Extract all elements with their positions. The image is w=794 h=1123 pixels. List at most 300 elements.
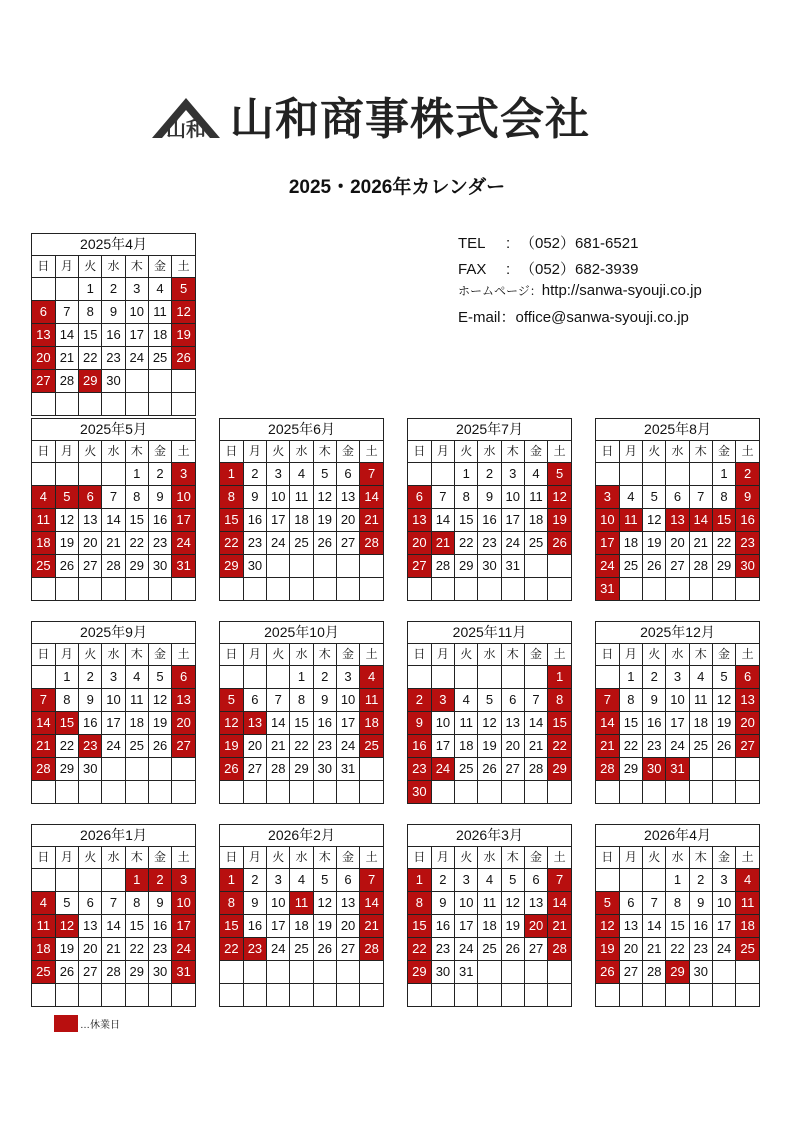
holiday-day-cell: 13 xyxy=(172,689,195,712)
day-cell: 20 xyxy=(243,735,266,758)
weekday-header: 月 xyxy=(55,441,78,463)
day-cell: 10 xyxy=(501,486,524,509)
day-cell: 18 xyxy=(148,324,171,347)
day-cell: 24 xyxy=(666,735,689,758)
holiday-day-cell: 14 xyxy=(689,509,712,532)
holiday-day-cell: 11 xyxy=(736,892,759,915)
holiday-day-cell: 16 xyxy=(408,735,431,758)
day-cell: 23 xyxy=(243,532,266,555)
empty-cell xyxy=(148,984,171,1007)
day-cell: 8 xyxy=(455,486,478,509)
holiday-day-cell: 23 xyxy=(736,532,759,555)
empty-cell xyxy=(548,984,571,1007)
tel-separator: : xyxy=(506,235,511,252)
day-cell: 30 xyxy=(689,961,712,984)
day-cell: 10 xyxy=(336,689,359,712)
weekday-header: 木 xyxy=(313,847,336,869)
day-cell: 26 xyxy=(148,735,171,758)
empty-cell xyxy=(148,578,171,601)
empty-cell xyxy=(267,984,290,1007)
weekday-header: 水 xyxy=(666,847,689,869)
day-cell: 5 xyxy=(148,666,171,689)
holiday-day-cell: 14 xyxy=(32,712,55,735)
month-title: 2026年1月 xyxy=(32,825,195,847)
day-cell: 16 xyxy=(148,915,171,938)
weekday-header: 金 xyxy=(148,847,171,869)
holiday-day-cell: 21 xyxy=(360,915,383,938)
homepage-label: ホームページ： xyxy=(458,284,542,298)
day-cell: 17 xyxy=(336,712,359,735)
empty-cell xyxy=(712,758,735,781)
day-cell: 29 xyxy=(125,555,148,578)
holiday-day-cell: 1 xyxy=(220,463,243,486)
holiday-day-cell: 2 xyxy=(408,689,431,712)
day-cell: 4 xyxy=(125,666,148,689)
empty-cell xyxy=(501,666,524,689)
day-cell: 25 xyxy=(290,532,313,555)
day-cell: 18 xyxy=(290,509,313,532)
empty-cell xyxy=(478,666,501,689)
day-cell: 21 xyxy=(643,938,666,961)
day-cell: 8 xyxy=(712,486,735,509)
day-cell: 6 xyxy=(501,689,524,712)
month-calendar xyxy=(407,824,572,1007)
weekday-header: 土 xyxy=(736,644,759,666)
holiday-day-cell: 8 xyxy=(220,486,243,509)
day-cell: 22 xyxy=(79,347,102,370)
empty-cell xyxy=(643,463,666,486)
day-cell: 22 xyxy=(666,938,689,961)
empty-cell xyxy=(267,666,290,689)
empty-cell xyxy=(501,984,524,1007)
day-cell: 21 xyxy=(55,347,78,370)
day-cell: 2 xyxy=(102,278,125,301)
day-cell: 9 xyxy=(689,892,712,915)
empty-cell xyxy=(172,393,195,416)
day-cell: 27 xyxy=(79,555,102,578)
day-cell: 13 xyxy=(79,915,102,938)
month-title: 2025年10月 xyxy=(220,622,383,644)
homepage-link[interactable]: http://sanwa-syouji.co.jp xyxy=(541,282,702,299)
empty-cell xyxy=(220,984,243,1007)
holiday-day-cell: 11 xyxy=(360,689,383,712)
day-cell: 6 xyxy=(336,463,359,486)
day-cell: 24 xyxy=(712,938,735,961)
day-cell: 20 xyxy=(336,915,359,938)
holiday-day-cell: 5 xyxy=(596,892,619,915)
empty-cell xyxy=(596,666,619,689)
holiday-day-cell: 30 xyxy=(408,781,431,804)
month-title: 2025年7月 xyxy=(408,419,571,441)
day-cell: 24 xyxy=(455,938,478,961)
holiday-day-cell: 19 xyxy=(596,938,619,961)
day-cell: 9 xyxy=(243,892,266,915)
day-cell: 12 xyxy=(55,509,78,532)
day-cell: 1 xyxy=(712,463,735,486)
holiday-day-cell: 24 xyxy=(172,532,195,555)
weekday-header: 土 xyxy=(360,644,383,666)
day-cell: 25 xyxy=(125,735,148,758)
day-cell: 2 xyxy=(148,463,171,486)
weekday-header: 金 xyxy=(336,644,359,666)
empty-cell xyxy=(666,781,689,804)
holiday-day-cell: 14 xyxy=(548,892,571,915)
empty-cell xyxy=(360,984,383,1007)
empty-cell xyxy=(79,393,102,416)
empty-cell xyxy=(689,984,712,1007)
holiday-day-cell: 6 xyxy=(32,301,55,324)
empty-cell xyxy=(596,463,619,486)
holiday-day-cell: 5 xyxy=(55,486,78,509)
month-calendar xyxy=(407,621,572,804)
day-cell: 3 xyxy=(267,869,290,892)
day-cell: 11 xyxy=(290,486,313,509)
day-cell: 16 xyxy=(643,712,666,735)
day-cell: 12 xyxy=(313,486,336,509)
weekday-header: 水 xyxy=(290,847,313,869)
empty-cell xyxy=(689,758,712,781)
day-cell: 5 xyxy=(501,869,524,892)
holiday-day-cell: 6 xyxy=(736,666,759,689)
holiday-day-cell: 30 xyxy=(643,758,666,781)
holiday-day-cell: 18 xyxy=(360,712,383,735)
weekday-header: 日 xyxy=(408,644,431,666)
day-cell: 16 xyxy=(478,509,501,532)
tel-value: （052）681-6521 xyxy=(520,235,639,252)
empty-cell xyxy=(220,781,243,804)
day-cell: 17 xyxy=(501,509,524,532)
holiday-day-cell: 1 xyxy=(125,869,148,892)
weekday-header: 日 xyxy=(408,847,431,869)
empty-cell xyxy=(596,781,619,804)
weekday-header: 火 xyxy=(79,644,102,666)
day-cell: 28 xyxy=(643,961,666,984)
day-cell: 14 xyxy=(524,712,547,735)
month-title: 2026年4月 xyxy=(596,825,759,847)
day-cell: 10 xyxy=(267,892,290,915)
weekday-header: 火 xyxy=(79,256,102,278)
empty-cell xyxy=(313,781,336,804)
day-cell: 22 xyxy=(290,735,313,758)
day-cell: 19 xyxy=(55,532,78,555)
day-cell: 2 xyxy=(643,666,666,689)
holiday-day-cell: 29 xyxy=(408,961,431,984)
day-cell: 4 xyxy=(290,869,313,892)
email-label: E-mail： xyxy=(458,309,516,326)
holiday-day-cell: 27 xyxy=(408,555,431,578)
empty-cell xyxy=(102,578,125,601)
holiday-day-cell: 22 xyxy=(548,735,571,758)
holiday-day-cell: 26 xyxy=(548,532,571,555)
empty-cell xyxy=(102,869,125,892)
day-cell: 10 xyxy=(712,892,735,915)
day-cell: 5 xyxy=(55,892,78,915)
day-cell: 15 xyxy=(290,712,313,735)
empty-cell xyxy=(148,758,171,781)
empty-cell xyxy=(643,984,666,1007)
holiday-day-cell: 12 xyxy=(548,486,571,509)
empty-cell xyxy=(313,578,336,601)
day-cell: 17 xyxy=(102,712,125,735)
day-cell: 23 xyxy=(313,735,336,758)
weekday-header: 木 xyxy=(125,847,148,869)
holiday-day-cell: 10 xyxy=(172,892,195,915)
empty-cell xyxy=(55,984,78,1007)
weekday-header: 水 xyxy=(102,441,125,463)
day-cell: 6 xyxy=(79,892,102,915)
weekday-header: 木 xyxy=(313,441,336,463)
weekday-header: 木 xyxy=(501,644,524,666)
holiday-day-cell: 15 xyxy=(55,712,78,735)
day-cell: 5 xyxy=(313,869,336,892)
weekday-header: 金 xyxy=(148,644,171,666)
day-cell: 1 xyxy=(125,463,148,486)
holiday-day-cell: 27 xyxy=(736,735,759,758)
holiday-day-cell: 13 xyxy=(32,324,55,347)
day-cell: 2 xyxy=(689,869,712,892)
holiday-day-cell: 11 xyxy=(619,509,642,532)
empty-cell xyxy=(736,758,759,781)
day-cell: 26 xyxy=(501,938,524,961)
day-cell: 27 xyxy=(524,938,547,961)
day-cell: 11 xyxy=(478,892,501,915)
weekday-header: 火 xyxy=(267,441,290,463)
empty-cell xyxy=(32,781,55,804)
day-cell: 5 xyxy=(643,486,666,509)
day-cell: 24 xyxy=(125,347,148,370)
empty-cell xyxy=(736,578,759,601)
empty-cell xyxy=(524,555,547,578)
holiday-day-cell: 27 xyxy=(32,370,55,393)
holiday-day-cell: 31 xyxy=(172,961,195,984)
day-cell: 17 xyxy=(431,735,454,758)
day-cell: 11 xyxy=(125,689,148,712)
empty-cell xyxy=(408,578,431,601)
empty-cell xyxy=(431,666,454,689)
month-calendar xyxy=(219,418,384,601)
homepage-row xyxy=(458,282,702,299)
day-cell: 17 xyxy=(125,324,148,347)
day-cell: 1 xyxy=(455,463,478,486)
day-cell: 18 xyxy=(478,915,501,938)
empty-cell xyxy=(220,578,243,601)
fax-label: FAX xyxy=(458,261,487,278)
holiday-day-cell: 15 xyxy=(548,712,571,735)
day-cell: 10 xyxy=(267,486,290,509)
day-cell: 24 xyxy=(267,938,290,961)
day-cell: 27 xyxy=(336,532,359,555)
month-calendar xyxy=(31,824,196,1007)
holiday-day-cell: 13 xyxy=(408,509,431,532)
empty-cell xyxy=(102,758,125,781)
empty-cell xyxy=(712,578,735,601)
weekday-header: 水 xyxy=(666,441,689,463)
empty-cell xyxy=(336,578,359,601)
empty-cell xyxy=(455,781,478,804)
holiday-day-cell: 28 xyxy=(360,938,383,961)
month-title: 2025年6月 xyxy=(220,419,383,441)
holiday-day-cell: 12 xyxy=(172,301,195,324)
empty-cell xyxy=(643,869,666,892)
empty-cell xyxy=(290,984,313,1007)
month-title: 2025年9月 xyxy=(32,622,195,644)
day-cell: 19 xyxy=(478,735,501,758)
empty-cell xyxy=(243,666,266,689)
day-cell: 28 xyxy=(267,758,290,781)
weekday-header: 土 xyxy=(736,441,759,463)
holiday-day-cell: 25 xyxy=(360,735,383,758)
day-cell: 7 xyxy=(55,301,78,324)
day-cell: 31 xyxy=(501,555,524,578)
day-cell: 29 xyxy=(55,758,78,781)
day-cell: 21 xyxy=(102,532,125,555)
weekday-header: 水 xyxy=(478,847,501,869)
day-cell: 27 xyxy=(243,758,266,781)
month-title: 2025年12月 xyxy=(596,622,759,644)
day-cell: 27 xyxy=(336,938,359,961)
empty-cell xyxy=(548,781,571,804)
day-cell: 9 xyxy=(102,301,125,324)
empty-cell xyxy=(666,578,689,601)
day-cell: 1 xyxy=(619,666,642,689)
empty-cell xyxy=(548,578,571,601)
month-title: 2026年2月 xyxy=(220,825,383,847)
empty-cell xyxy=(336,984,359,1007)
weekday-header: 日 xyxy=(408,441,431,463)
day-cell: 22 xyxy=(55,735,78,758)
weekday-header: 土 xyxy=(736,847,759,869)
day-cell: 12 xyxy=(712,689,735,712)
holiday-day-cell: 29 xyxy=(220,555,243,578)
day-cell: 19 xyxy=(501,915,524,938)
day-cell: 20 xyxy=(619,938,642,961)
day-cell: 13 xyxy=(524,892,547,915)
empty-cell xyxy=(478,984,501,1007)
empty-cell xyxy=(243,578,266,601)
holiday-day-cell: 6 xyxy=(79,486,102,509)
day-cell: 24 xyxy=(267,532,290,555)
empty-cell xyxy=(408,463,431,486)
empty-cell xyxy=(79,869,102,892)
empty-cell xyxy=(172,578,195,601)
holiday-day-cell: 5 xyxy=(548,463,571,486)
day-cell: 13 xyxy=(336,486,359,509)
day-cell: 13 xyxy=(501,712,524,735)
month-calendar xyxy=(407,418,572,601)
day-cell: 30 xyxy=(243,555,266,578)
weekday-header: 火 xyxy=(79,441,102,463)
day-cell: 2 xyxy=(313,666,336,689)
day-cell: 9 xyxy=(643,689,666,712)
empty-cell xyxy=(79,578,102,601)
holiday-day-cell: 25 xyxy=(32,555,55,578)
empty-cell xyxy=(55,781,78,804)
day-cell: 17 xyxy=(712,915,735,938)
empty-cell xyxy=(125,370,148,393)
holiday-swatch xyxy=(54,1015,78,1032)
day-cell: 23 xyxy=(431,938,454,961)
email-link[interactable]: office@sanwa-syouji.co.jp xyxy=(515,309,689,326)
company-name: 山和商事株式会社 xyxy=(230,94,590,145)
empty-cell xyxy=(148,781,171,804)
day-cell: 25 xyxy=(619,555,642,578)
day-cell: 21 xyxy=(267,735,290,758)
weekday-header: 土 xyxy=(172,441,195,463)
holiday-day-cell: 20 xyxy=(408,532,431,555)
empty-cell xyxy=(548,961,571,984)
empty-cell xyxy=(478,781,501,804)
empty-cell xyxy=(619,984,642,1007)
empty-cell xyxy=(290,781,313,804)
day-cell: 27 xyxy=(666,555,689,578)
holiday-day-cell: 1 xyxy=(548,666,571,689)
holiday-day-cell: 3 xyxy=(172,869,195,892)
weekday-header: 火 xyxy=(643,644,666,666)
day-cell: 26 xyxy=(313,532,336,555)
day-cell: 18 xyxy=(290,915,313,938)
empty-cell xyxy=(619,463,642,486)
weekday-header: 月 xyxy=(431,847,454,869)
weekday-header: 土 xyxy=(548,644,571,666)
weekday-header: 月 xyxy=(243,441,266,463)
empty-cell xyxy=(125,578,148,601)
empty-cell xyxy=(431,781,454,804)
day-cell: 4 xyxy=(148,278,171,301)
weekday-header: 土 xyxy=(548,441,571,463)
day-cell: 29 xyxy=(290,758,313,781)
day-cell: 15 xyxy=(125,509,148,532)
day-cell: 20 xyxy=(79,938,102,961)
empty-cell xyxy=(32,278,55,301)
holiday-day-cell: 30 xyxy=(736,555,759,578)
day-cell: 27 xyxy=(619,961,642,984)
holiday-day-cell: 12 xyxy=(220,712,243,735)
day-cell: 6 xyxy=(336,869,359,892)
day-cell: 8 xyxy=(619,689,642,712)
month-calendar xyxy=(31,233,196,416)
day-cell: 12 xyxy=(643,509,666,532)
holiday-day-cell: 24 xyxy=(172,938,195,961)
day-cell: 3 xyxy=(267,463,290,486)
day-cell: 25 xyxy=(524,532,547,555)
day-cell: 22 xyxy=(712,532,735,555)
day-cell: 7 xyxy=(431,486,454,509)
empty-cell xyxy=(666,984,689,1007)
day-cell: 4 xyxy=(455,689,478,712)
day-cell: 8 xyxy=(55,689,78,712)
holiday-day-cell: 14 xyxy=(360,892,383,915)
holiday-day-cell: 21 xyxy=(596,735,619,758)
day-cell: 5 xyxy=(478,689,501,712)
day-cell: 24 xyxy=(501,532,524,555)
day-cell: 2 xyxy=(478,463,501,486)
empty-cell xyxy=(524,578,547,601)
day-cell: 28 xyxy=(524,758,547,781)
empty-cell xyxy=(172,781,195,804)
weekday-header: 木 xyxy=(501,441,524,463)
weekday-header: 日 xyxy=(32,847,55,869)
weekday-header: 月 xyxy=(619,847,642,869)
day-cell: 17 xyxy=(666,712,689,735)
holiday-day-cell: 9 xyxy=(408,712,431,735)
day-cell: 17 xyxy=(267,509,290,532)
holiday-day-cell: 31 xyxy=(666,758,689,781)
day-cell: 16 xyxy=(243,915,266,938)
empty-cell xyxy=(32,984,55,1007)
holiday-day-cell: 21 xyxy=(32,735,55,758)
weekday-header: 金 xyxy=(524,441,547,463)
empty-cell xyxy=(172,370,195,393)
